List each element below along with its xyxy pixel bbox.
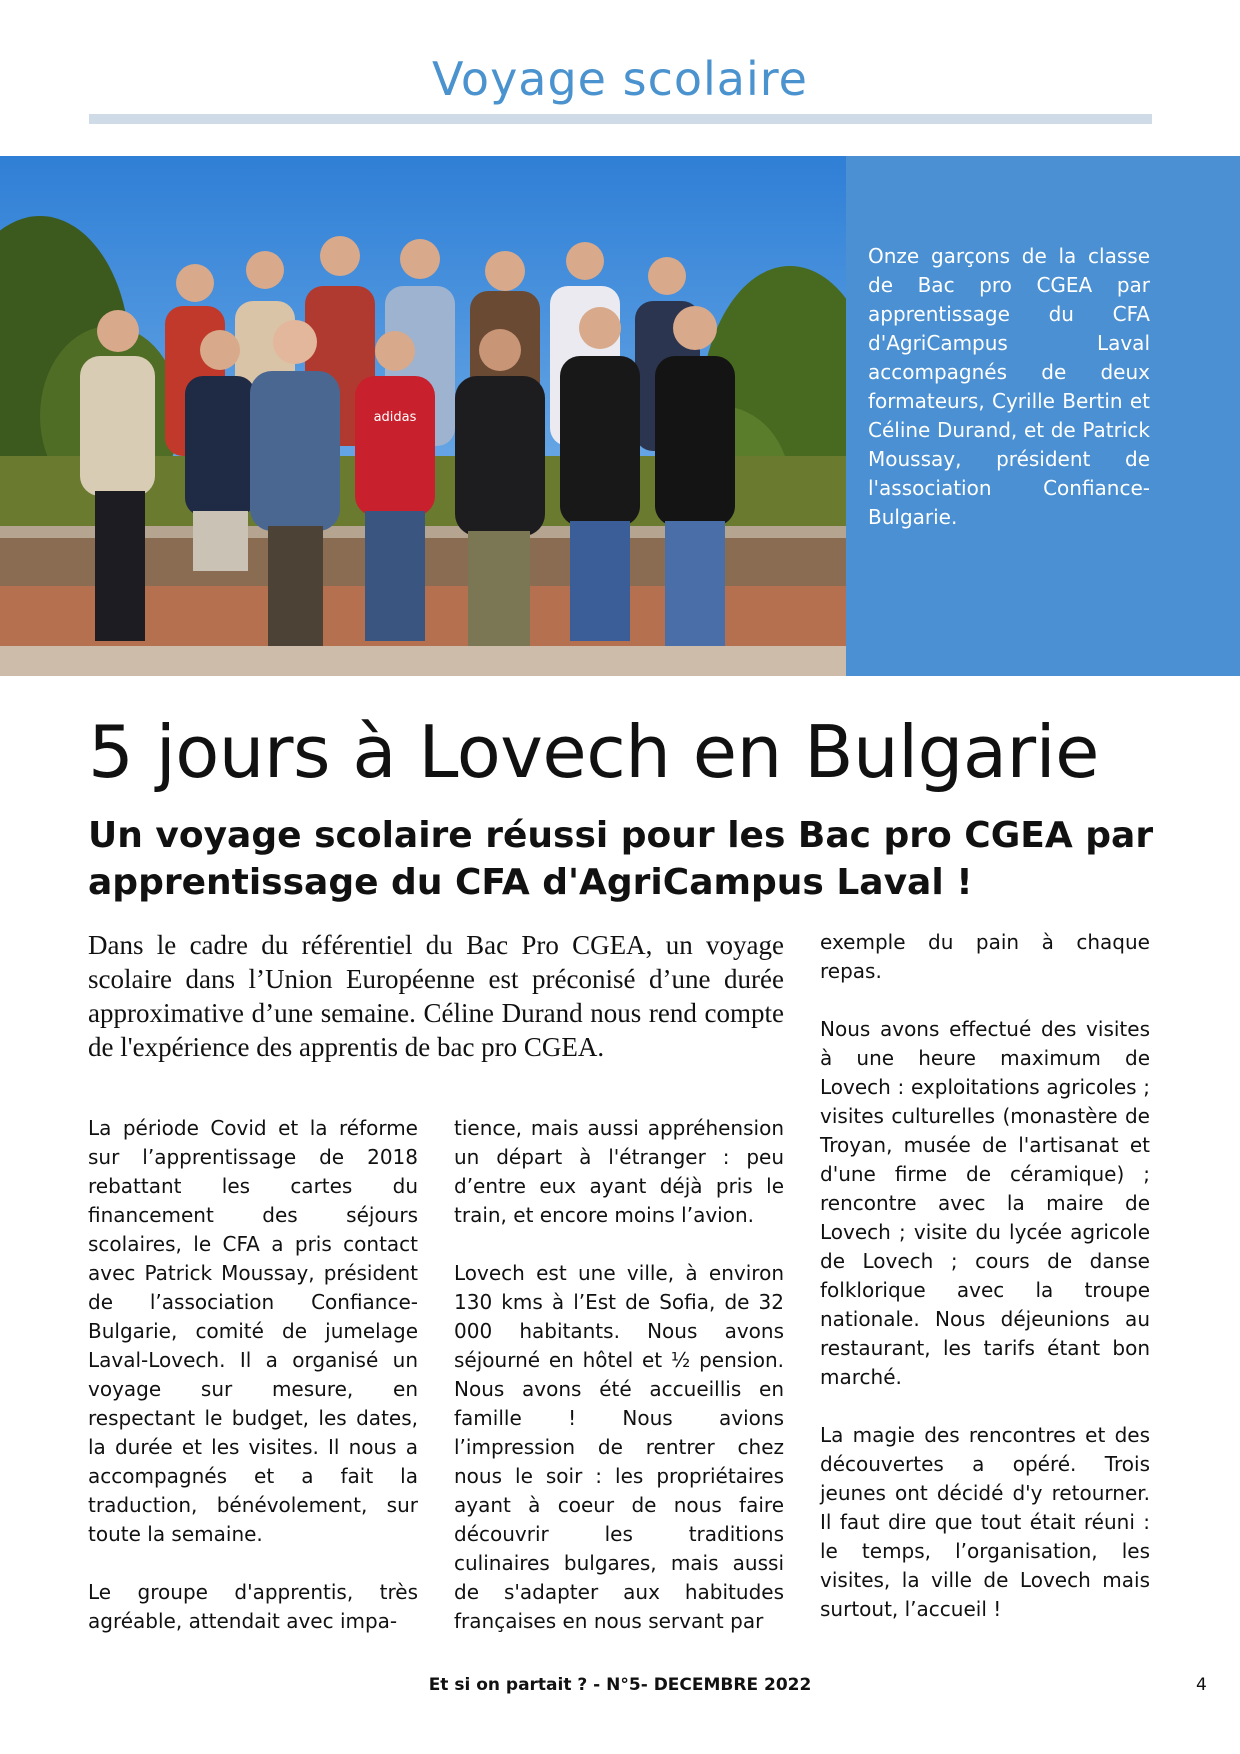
paragraph: Le groupe d'apprentis, très agréable, attendait avec impa- xyxy=(88,1580,418,1633)
paragraph: La période Covid et la réforme sur l’apprentissage de 2018 rebattant les cartes du financement des séjours scolaires, le CFA a pris contact avec Patrick Moussay, président de l’association Confiance-Bulgarie, comité de jumelage Laval-Lovech. Il a organisé un voyage sur mesure, en respectant le budget, les dates, la durée et les visites. Il nous a accompagnés et a fait la traduction, bénévolement, sur toute la semaine. xyxy=(88,1116,418,1546)
paragraph: Nous avons effectué des visites à une heure maximum de Lovech : exploitations agricoles ; visites culturelles (monastère de Troyan, musée de l'artisanat et d'une firme de céramique) ; rencontre avec la maire de Lovech ; visite du lycée agricole de Lovech ; cours de danse folklorique avec la troupe nationale. Nous déjeunions au restaurant, les tarifs étant bon marché. xyxy=(820,1017,1150,1389)
article-column-3 xyxy=(820,928,1150,1624)
article-column-2 xyxy=(454,1114,784,1636)
group-photo xyxy=(0,156,846,676)
article-lead: Dans le cadre du référentiel du Bac Pro CGEA, un voyage scolaire dans l’Union Européenne est préconisé d’une durée approximative d’une semaine. Céline Durand nous rend compte de l'expérience des apprentis de bac pro CGEA. xyxy=(88,930,784,1062)
article-column-1 xyxy=(88,1114,418,1636)
paragraph: Lovech est une ville, à environ 130 kms à l’Est de Sofia, de 32 000 habitants. Nous avons séjourné en hôtel et ½ pension. Nous avons été accueillis en famille ! Nous avions l’impression de rentrer chez nous le soir : les propriétaires ayant à coeur de nous faire découvrir les traditions culinaires bulgares, mais aussi de s'adapter aux habitudes françaises en nous servant par xyxy=(454,1261,784,1633)
page-number: 4 xyxy=(1196,1675,1207,1695)
publication-footer: Et si on partait ? - N°5- DECEMBRE 2022 xyxy=(428,1675,812,1695)
section-title: Voyage scolaire xyxy=(432,52,808,106)
paragraph: tience, mais aussi appréhension un départ à l'étranger : peu d’entre eux ayant déjà pris le train, et encore moins l’avion. xyxy=(454,1116,784,1227)
article-subhead: Un voyage scolaire réussi pour les Bac pro CGEA par apprentissage du CFA d'AgriCampus Laval ! xyxy=(88,815,1154,903)
paragraph: exemple du pain à chaque repas. xyxy=(820,930,1150,983)
title-underline xyxy=(89,114,1152,124)
article-headline: 5 jours à Lovech en Bulgarie xyxy=(88,710,1099,794)
photo-caption: Onze garçons de la classe de Bac pro CGEA par apprentissage du CFA d'AgriCampus Laval accompagnés de deux formateurs, Cyrille Bertin et Céline Durand, et de Patrick Moussay, président de l'association Confiance-Bulgarie. xyxy=(868,244,1150,529)
shirt-logo: adidas xyxy=(373,410,417,425)
paragraph: La magie des rencontres et des découvertes a opéré. Trois jeunes ont décidé d'y retourner. Il faut dire que tout était réuni : le temps, l’organisation, les visites, la ville de Lovech mais surtout, l’accueil ! xyxy=(820,1423,1150,1621)
